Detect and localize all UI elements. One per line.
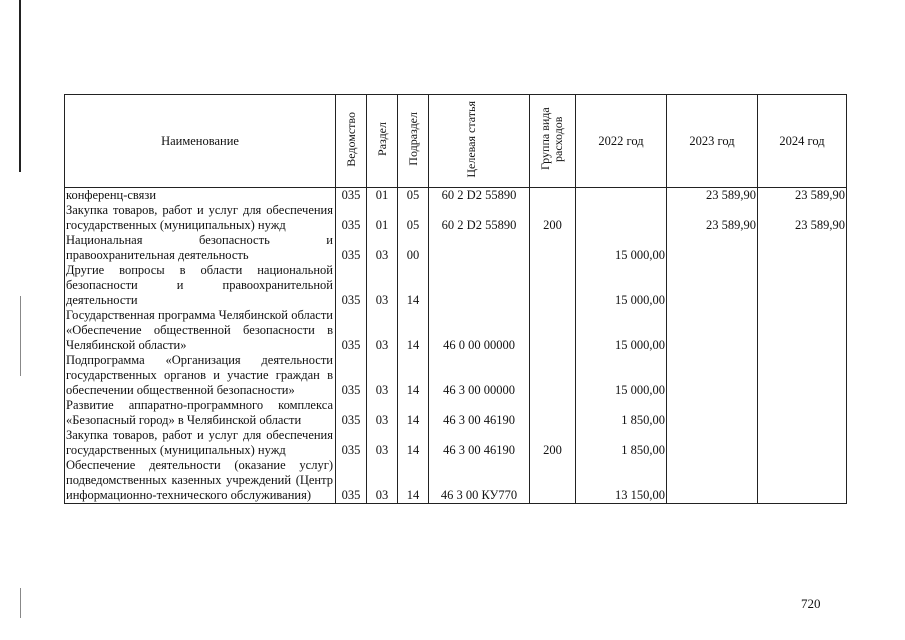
row-2024 bbox=[758, 458, 847, 504]
row-2023 bbox=[667, 263, 758, 308]
row-name: конференц-связи bbox=[65, 188, 336, 204]
row-target: 60 2 D2 55890 bbox=[429, 188, 530, 204]
row-2022 bbox=[576, 203, 667, 233]
row-target: 46 0 00 00000 bbox=[429, 308, 530, 353]
row-expense-group bbox=[530, 398, 576, 428]
row-expense-group: 200 bbox=[530, 428, 576, 458]
row-target: 46 3 00 46190 bbox=[429, 428, 530, 458]
scan-edge-line bbox=[20, 296, 21, 376]
row-2023 bbox=[667, 233, 758, 263]
row-2024 bbox=[758, 353, 847, 398]
table-row bbox=[65, 458, 847, 504]
table-row bbox=[65, 263, 847, 308]
row-subsection: 14 bbox=[398, 428, 429, 458]
row-2023 bbox=[667, 428, 758, 458]
row-target: 46 3 00 00000 bbox=[429, 353, 530, 398]
row-subsection: 00 bbox=[398, 233, 429, 263]
row-2023 bbox=[667, 308, 758, 353]
row-expense-group bbox=[530, 233, 576, 263]
row-department: 035 bbox=[336, 308, 367, 353]
row-target bbox=[429, 263, 530, 308]
scan-edge-line bbox=[19, 0, 21, 172]
row-name: Обеспечение деятельности (оказание услуг) подведомственных казенных учреждений (Центр информационно-технического обслуживания) bbox=[65, 458, 336, 504]
row-department: 035 bbox=[336, 263, 367, 308]
header-expense-group: Группа вида расходов bbox=[530, 95, 576, 188]
row-2024: 23 589,90 bbox=[758, 203, 847, 233]
row-section: 03 bbox=[367, 458, 398, 504]
row-department: 035 bbox=[336, 353, 367, 398]
table-row bbox=[65, 353, 847, 398]
row-department: 035 bbox=[336, 428, 367, 458]
header-2023: 2023 год bbox=[667, 95, 758, 188]
row-subsection: 05 bbox=[398, 203, 429, 233]
row-section: 03 bbox=[367, 263, 398, 308]
row-2024 bbox=[758, 398, 847, 428]
header-department: Ведомство bbox=[336, 95, 367, 188]
row-name: Другие вопросы в области национальной безопасности и правоохранительной деятельности bbox=[65, 263, 336, 308]
row-target bbox=[429, 233, 530, 263]
row-2024 bbox=[758, 263, 847, 308]
row-2022: 15 000,00 bbox=[576, 353, 667, 398]
row-name: Национальная безопасность и правоохранительная деятельность bbox=[65, 233, 336, 263]
header-2022: 2022 год bbox=[576, 95, 667, 188]
row-expense-group bbox=[530, 353, 576, 398]
row-subsection: 14 bbox=[398, 263, 429, 308]
scan-edge-line bbox=[20, 588, 21, 618]
row-2022: 1 850,00 bbox=[576, 428, 667, 458]
row-2023: 23 589,90 bbox=[667, 188, 758, 204]
page-number: 720 bbox=[801, 596, 821, 611]
table-row bbox=[65, 188, 847, 204]
row-target: 60 2 D2 55890 bbox=[429, 203, 530, 233]
row-expense-group bbox=[530, 188, 576, 204]
row-2024 bbox=[758, 233, 847, 263]
row-expense-group bbox=[530, 263, 576, 308]
budget-table bbox=[64, 94, 847, 504]
row-section: 03 bbox=[367, 233, 398, 263]
row-subsection: 14 bbox=[398, 458, 429, 504]
row-department: 035 bbox=[336, 203, 367, 233]
row-department: 035 bbox=[336, 398, 367, 428]
table-header-row bbox=[65, 95, 847, 188]
table-row bbox=[65, 233, 847, 263]
row-expense-group bbox=[530, 458, 576, 504]
row-name: Закупка товаров, работ и услуг для обеспечения государственных (муниципальных) нужд bbox=[65, 428, 336, 458]
row-2022: 13 150,00 bbox=[576, 458, 667, 504]
row-2022: 15 000,00 bbox=[576, 263, 667, 308]
row-name: Государственная программа Челябинской области «Обеспечение общественной безопасности в Челябинской области» bbox=[65, 308, 336, 353]
row-2024: 23 589,90 bbox=[758, 188, 847, 204]
row-section: 03 bbox=[367, 398, 398, 428]
row-2024 bbox=[758, 428, 847, 458]
row-department: 035 bbox=[336, 188, 367, 204]
header-subsection: Подраздел bbox=[398, 95, 429, 188]
row-2023 bbox=[667, 353, 758, 398]
header-target: Целевая статья bbox=[429, 95, 530, 188]
row-target: 46 3 00 46190 bbox=[429, 398, 530, 428]
row-2022: 15 000,00 bbox=[576, 308, 667, 353]
header-section: Раздел bbox=[367, 95, 398, 188]
row-name: Развитие аппаратно-программного комплекса «Безопасный город» в Челябинской области bbox=[65, 398, 336, 428]
table-row bbox=[65, 428, 847, 458]
row-2024 bbox=[758, 308, 847, 353]
row-subsection: 14 bbox=[398, 353, 429, 398]
table-row bbox=[65, 308, 847, 353]
row-section: 03 bbox=[367, 428, 398, 458]
row-subsection: 05 bbox=[398, 188, 429, 204]
row-department: 035 bbox=[336, 233, 367, 263]
row-subsection: 14 bbox=[398, 398, 429, 428]
row-2022: 15 000,00 bbox=[576, 233, 667, 263]
row-section: 03 bbox=[367, 353, 398, 398]
row-2023 bbox=[667, 398, 758, 428]
row-2022 bbox=[576, 188, 667, 204]
table-row bbox=[65, 203, 847, 233]
row-target: 46 3 00 КУ770 bbox=[429, 458, 530, 504]
row-name: Подпрограмма «Организация деятельности государственных органов и участие граждан в обеспечении общественной безопасности» bbox=[65, 353, 336, 398]
row-2023 bbox=[667, 458, 758, 504]
row-department: 035 bbox=[336, 458, 367, 504]
row-subsection: 14 bbox=[398, 308, 429, 353]
table-row bbox=[65, 398, 847, 428]
row-expense-group bbox=[530, 308, 576, 353]
row-section: 01 bbox=[367, 188, 398, 204]
row-2023: 23 589,90 bbox=[667, 203, 758, 233]
header-2024: 2024 год bbox=[758, 95, 847, 188]
row-section: 03 bbox=[367, 308, 398, 353]
row-2022: 1 850,00 bbox=[576, 398, 667, 428]
row-name: Закупка товаров, работ и услуг для обеспечения государственных (муниципальных) нужд bbox=[65, 203, 336, 233]
header-name: Наименование bbox=[65, 95, 336, 188]
row-expense-group: 200 bbox=[530, 203, 576, 233]
row-section: 01 bbox=[367, 203, 398, 233]
